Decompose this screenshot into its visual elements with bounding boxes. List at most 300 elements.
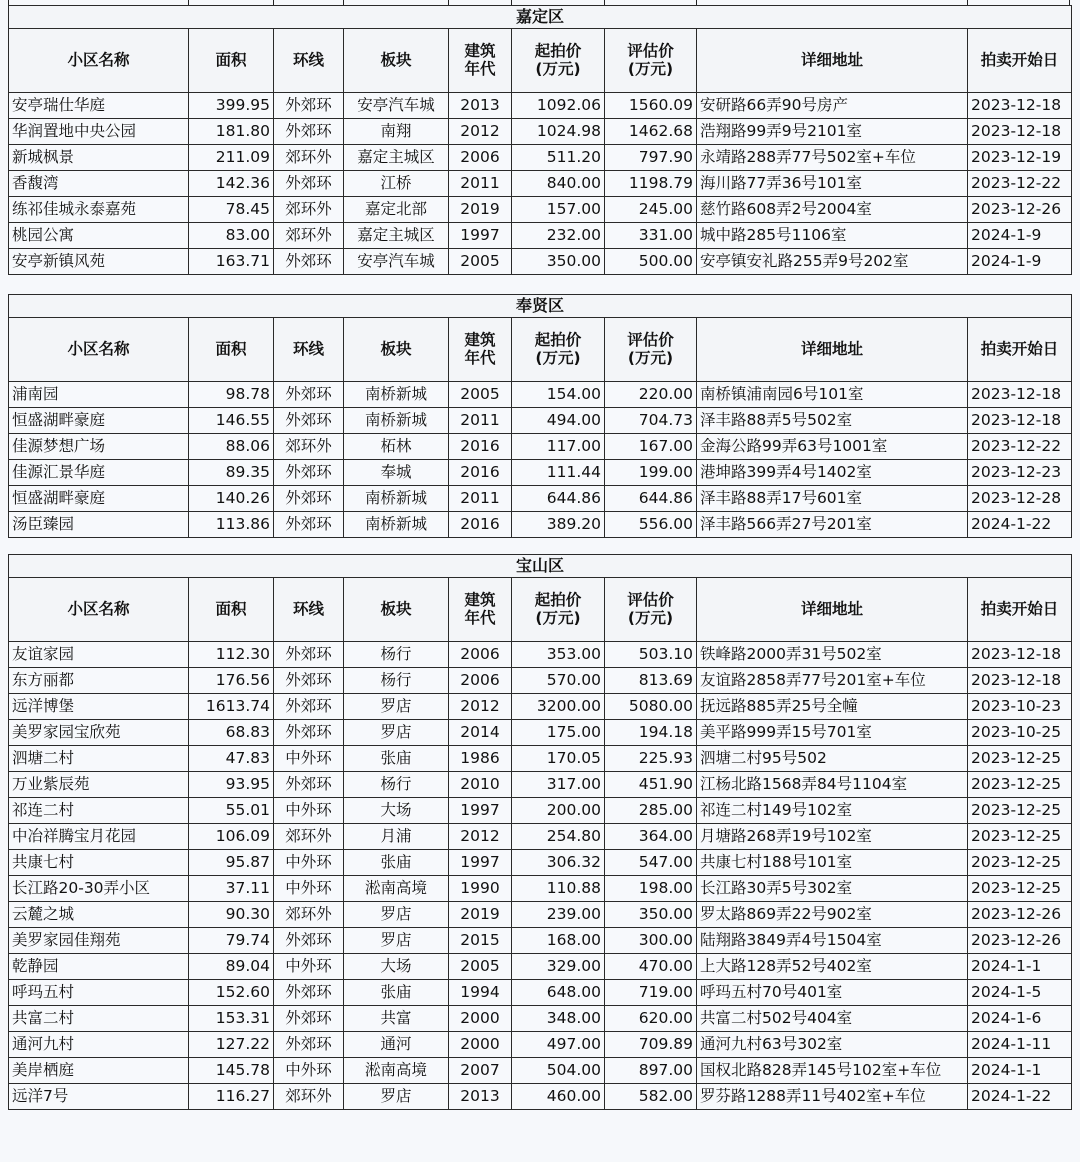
- cell-build-year: 1986: [449, 746, 512, 772]
- cell-auction-start-date: 2023-12-25: [968, 824, 1072, 850]
- table-row: [9, 694, 1072, 720]
- cell-auction-start-date: 2024-1-11: [968, 1032, 1072, 1058]
- cell-auction-start-date: 2023-12-28: [968, 486, 1072, 512]
- cell-community-name: 桃园公寓: [9, 223, 189, 249]
- cell-area: 1613.74: [189, 694, 274, 720]
- cell-community-name: 香馥湾: [9, 171, 189, 197]
- cell-sector: 罗店: [344, 902, 449, 928]
- cell-appraisal-price: 547.00: [605, 850, 697, 876]
- cell-address: 陆翔路3849弄4号1504室: [697, 928, 968, 954]
- cell-sector: 张庙: [344, 980, 449, 1006]
- cell-area: 37.11: [189, 876, 274, 902]
- cell-sector: 嘉定主城区: [344, 223, 449, 249]
- cell-start-price: 154.00: [512, 382, 605, 408]
- cell-address: 呼玛五村70号401室: [697, 980, 968, 1006]
- cell-sector: 罗店: [344, 720, 449, 746]
- column-header-ring-road: 环线: [274, 578, 344, 642]
- cell-sector: 南桥新城: [344, 486, 449, 512]
- cell-build-year: 2007: [449, 1058, 512, 1084]
- column-header-row: [9, 318, 1072, 382]
- table-row: [9, 928, 1072, 954]
- cell-build-year: 2010: [449, 772, 512, 798]
- cell-auction-start-date: 2023-12-18: [968, 382, 1072, 408]
- cell-start-price: 200.00: [512, 798, 605, 824]
- cell-ring-road: 郊环外: [274, 197, 344, 223]
- table-row: [9, 382, 1072, 408]
- column-header-start-price: 起拍价 (万元): [512, 29, 605, 93]
- cell-community-name: 共康七村: [9, 850, 189, 876]
- column-header-appraisal-price: 评估价 (万元): [605, 29, 697, 93]
- cell-build-year: 2016: [449, 460, 512, 486]
- cell-build-year: 2013: [449, 93, 512, 119]
- cell-address: 泽丰路88弄17号601室: [697, 486, 968, 512]
- cell-start-price: 329.00: [512, 954, 605, 980]
- cell-auction-start-date: 2023-12-25: [968, 850, 1072, 876]
- cell-area: 142.36: [189, 171, 274, 197]
- cell-ring-road: 外郊环: [274, 928, 344, 954]
- cell-address: 泗塘二村95号502: [697, 746, 968, 772]
- cell-ring-road: 中外环: [274, 954, 344, 980]
- cell-area: 47.83: [189, 746, 274, 772]
- table-row: [9, 434, 1072, 460]
- cell-auction-start-date: 2023-12-25: [968, 876, 1072, 902]
- cell-build-year: 2005: [449, 382, 512, 408]
- cell-area: 211.09: [189, 145, 274, 171]
- cell-start-price: 170.05: [512, 746, 605, 772]
- cell-sector: 嘉定北部: [344, 197, 449, 223]
- cell-area: 113.86: [189, 512, 274, 538]
- cell-ring-road: 中外环: [274, 1058, 344, 1084]
- cell-ring-road: 中外环: [274, 746, 344, 772]
- cell-start-price: 168.00: [512, 928, 605, 954]
- cell-start-price: 306.32: [512, 850, 605, 876]
- cell-ring-road: 外郊环: [274, 720, 344, 746]
- cell-community-name: 云麓之城: [9, 902, 189, 928]
- cell-appraisal-price: 167.00: [605, 434, 697, 460]
- cell-area: 116.27: [189, 1084, 274, 1110]
- cell-start-price: 644.86: [512, 486, 605, 512]
- table-row: [9, 668, 1072, 694]
- cell-area: 88.06: [189, 434, 274, 460]
- column-header-area: 面积: [189, 318, 274, 382]
- cell-start-price: 1024.98: [512, 119, 605, 145]
- cell-auction-start-date: 2023-12-18: [968, 93, 1072, 119]
- cell-ring-road: 外郊环: [274, 119, 344, 145]
- cell-address: 祁连二村149号102室: [697, 798, 968, 824]
- cell-ring-road: 外郊环: [274, 980, 344, 1006]
- cell-area: 145.78: [189, 1058, 274, 1084]
- cell-start-price: 511.20: [512, 145, 605, 171]
- jiading-district-table: [8, 5, 1072, 275]
- cell-build-year: 2012: [449, 824, 512, 850]
- cell-auction-start-date: 2023-10-23: [968, 694, 1072, 720]
- cell-appraisal-price: 503.10: [605, 642, 697, 668]
- cell-ring-road: 外郊环: [274, 408, 344, 434]
- cell-ring-road: 外郊环: [274, 93, 344, 119]
- cell-auction-start-date: 2023-12-22: [968, 434, 1072, 460]
- table-row: [9, 772, 1072, 798]
- column-header-sector: 板块: [344, 318, 449, 382]
- cell-ring-road: 外郊环: [274, 694, 344, 720]
- cell-auction-start-date: 2023-12-18: [968, 668, 1072, 694]
- cell-appraisal-price: 198.00: [605, 876, 697, 902]
- cell-appraisal-price: 500.00: [605, 249, 697, 275]
- cell-address: 港坤路399弄4号1402室: [697, 460, 968, 486]
- cell-appraisal-price: 1198.79: [605, 171, 697, 197]
- cell-area: 399.95: [189, 93, 274, 119]
- cell-build-year: 2011: [449, 408, 512, 434]
- cell-sector: 奉城: [344, 460, 449, 486]
- table-row: [9, 1084, 1072, 1110]
- cell-appraisal-price: 644.86: [605, 486, 697, 512]
- cell-ring-road: 外郊环: [274, 512, 344, 538]
- cell-community-name: 新城枫景: [9, 145, 189, 171]
- cell-build-year: 2012: [449, 119, 512, 145]
- cell-area: 89.35: [189, 460, 274, 486]
- cell-build-year: 2000: [449, 1032, 512, 1058]
- cell-address: 金海公路99弄63号1001室: [697, 434, 968, 460]
- cell-sector: 杨行: [344, 668, 449, 694]
- cell-address: 共康七村188号101室: [697, 850, 968, 876]
- district-title-fengxian: 奉贤区: [9, 295, 1072, 318]
- cell-sector: 江桥: [344, 171, 449, 197]
- column-header-build-year: 建筑 年代: [449, 578, 512, 642]
- cell-address: 通河九村63号302室: [697, 1032, 968, 1058]
- cell-community-name: 乾静园: [9, 954, 189, 980]
- cell-appraisal-price: 245.00: [605, 197, 697, 223]
- cell-area: 78.45: [189, 197, 274, 223]
- cell-address: 城中路285号1106室: [697, 223, 968, 249]
- cell-appraisal-price: 199.00: [605, 460, 697, 486]
- cell-appraisal-price: 620.00: [605, 1006, 697, 1032]
- cell-sector: 张庙: [344, 746, 449, 772]
- cell-ring-road: 外郊环: [274, 486, 344, 512]
- cell-start-price: 117.00: [512, 434, 605, 460]
- cell-area: 98.78: [189, 382, 274, 408]
- cell-build-year: 2014: [449, 720, 512, 746]
- column-header-area: 面积: [189, 29, 274, 93]
- cell-address: 罗芬路1288弄11号402室+车位: [697, 1084, 968, 1110]
- cell-appraisal-price: 556.00: [605, 512, 697, 538]
- cell-start-price: 840.00: [512, 171, 605, 197]
- cell-appraisal-price: 897.00: [605, 1058, 697, 1084]
- cell-ring-road: 郊环外: [274, 145, 344, 171]
- cell-ring-road: 外郊环: [274, 460, 344, 486]
- cell-start-price: 239.00: [512, 902, 605, 928]
- table-row: [9, 486, 1072, 512]
- cell-appraisal-price: 813.69: [605, 668, 697, 694]
- cell-community-name: 安亭新镇风苑: [9, 249, 189, 275]
- cell-ring-road: 中外环: [274, 798, 344, 824]
- cell-auction-start-date: 2023-12-19: [968, 145, 1072, 171]
- cell-auction-start-date: 2023-12-25: [968, 772, 1072, 798]
- table-row: [9, 1058, 1072, 1084]
- cell-sector: 淞南高境: [344, 1058, 449, 1084]
- cell-start-price: 110.88: [512, 876, 605, 902]
- cell-auction-start-date: 2023-12-18: [968, 642, 1072, 668]
- cell-sector: 南桥新城: [344, 512, 449, 538]
- cell-start-price: 504.00: [512, 1058, 605, 1084]
- cell-ring-road: 外郊环: [274, 1006, 344, 1032]
- cell-address: 共富二村502号404室: [697, 1006, 968, 1032]
- cell-area: 146.55: [189, 408, 274, 434]
- cell-community-name: 佳源梦想广场: [9, 434, 189, 460]
- cell-area: 89.04: [189, 954, 274, 980]
- cell-build-year: 2006: [449, 642, 512, 668]
- cell-start-price: 389.20: [512, 512, 605, 538]
- cell-start-price: 353.00: [512, 642, 605, 668]
- cell-area: 79.74: [189, 928, 274, 954]
- cell-address: 长江路30弄5号302室: [697, 876, 968, 902]
- cell-start-price: 460.00: [512, 1084, 605, 1110]
- cell-community-name: 通河九村: [9, 1032, 189, 1058]
- cell-address: 泽丰路88弄5号502室: [697, 408, 968, 434]
- cell-area: 163.71: [189, 249, 274, 275]
- table-row: [9, 408, 1072, 434]
- cell-appraisal-price: 331.00: [605, 223, 697, 249]
- cell-appraisal-price: 220.00: [605, 382, 697, 408]
- cell-auction-start-date: 2024-1-22: [968, 512, 1072, 538]
- cell-appraisal-price: 451.90: [605, 772, 697, 798]
- cell-sector: 淞南高境: [344, 876, 449, 902]
- cell-ring-road: 外郊环: [274, 1032, 344, 1058]
- cell-start-price: 175.00: [512, 720, 605, 746]
- cell-community-name: 练祁佳城永泰嘉苑: [9, 197, 189, 223]
- cell-start-price: 497.00: [512, 1032, 605, 1058]
- cell-auction-start-date: 2023-12-23: [968, 460, 1072, 486]
- column-header-address: 详细地址: [697, 318, 968, 382]
- cell-sector: 罗店: [344, 694, 449, 720]
- cell-ring-road: 外郊环: [274, 772, 344, 798]
- cell-community-name: 共富二村: [9, 1006, 189, 1032]
- cell-community-name: 华润置地中央公园: [9, 119, 189, 145]
- column-header-auction-start-date: 拍卖开始日: [968, 29, 1072, 93]
- cell-sector: 柘林: [344, 434, 449, 460]
- table-row: [9, 824, 1072, 850]
- cell-sector: 南翔: [344, 119, 449, 145]
- cell-build-year: 1997: [449, 223, 512, 249]
- cell-auction-start-date: 2023-12-25: [968, 746, 1072, 772]
- cell-area: 83.00: [189, 223, 274, 249]
- cell-community-name: 祁连二村: [9, 798, 189, 824]
- cell-build-year: 1997: [449, 850, 512, 876]
- cell-start-price: 317.00: [512, 772, 605, 798]
- cell-address: 江杨北路1568弄84号1104室: [697, 772, 968, 798]
- cell-sector: 张庙: [344, 850, 449, 876]
- cell-build-year: 1994: [449, 980, 512, 1006]
- cell-address: 浩翔路99弄9号2101室: [697, 119, 968, 145]
- table-row: [9, 746, 1072, 772]
- cell-ring-road: 外郊环: [274, 382, 344, 408]
- table-row: [9, 249, 1072, 275]
- cell-address: 泽丰路566弄27号201室: [697, 512, 968, 538]
- cell-auction-start-date: 2023-12-18: [968, 408, 1072, 434]
- column-header-area: 面积: [189, 578, 274, 642]
- cell-sector: 月浦: [344, 824, 449, 850]
- cell-build-year: 2005: [449, 249, 512, 275]
- cell-start-price: 350.00: [512, 249, 605, 275]
- cell-auction-start-date: 2023-12-25: [968, 798, 1072, 824]
- table-row: [9, 197, 1072, 223]
- cell-auction-start-date: 2023-12-22: [968, 171, 1072, 197]
- table-row: [9, 798, 1072, 824]
- cell-start-price: 254.80: [512, 824, 605, 850]
- cell-area: 68.83: [189, 720, 274, 746]
- cell-auction-start-date: 2024-1-9: [968, 223, 1072, 249]
- cell-community-name: 万业紫辰苑: [9, 772, 189, 798]
- cell-build-year: 2016: [449, 434, 512, 460]
- cell-community-name: 汤臣臻园: [9, 512, 189, 538]
- column-header-build-year: 建筑 年代: [449, 29, 512, 93]
- cell-start-price: 111.44: [512, 460, 605, 486]
- cell-appraisal-price: 5080.00: [605, 694, 697, 720]
- cell-ring-road: 郊环外: [274, 434, 344, 460]
- cell-start-price: 494.00: [512, 408, 605, 434]
- column-header-auction-start-date: 拍卖开始日: [968, 318, 1072, 382]
- table-row: [9, 954, 1072, 980]
- cell-sector: 安亭汽车城: [344, 93, 449, 119]
- cell-ring-road: 外郊环: [274, 249, 344, 275]
- table-row: [9, 1006, 1072, 1032]
- table-row: [9, 642, 1072, 668]
- column-header-community-name: 小区名称: [9, 29, 189, 93]
- cell-auction-start-date: 2023-12-26: [968, 902, 1072, 928]
- cell-area: 127.22: [189, 1032, 274, 1058]
- table-row: [9, 223, 1072, 249]
- cell-sector: 罗店: [344, 1084, 449, 1110]
- column-header-auction-start-date: 拍卖开始日: [968, 578, 1072, 642]
- cell-community-name: 美罗家园宝欣苑: [9, 720, 189, 746]
- cell-build-year: 2019: [449, 197, 512, 223]
- cell-address: 月塘路268弄19号102室: [697, 824, 968, 850]
- column-header-sector: 板块: [344, 578, 449, 642]
- cell-auction-start-date: 2023-12-26: [968, 928, 1072, 954]
- cell-community-name: 远洋7号: [9, 1084, 189, 1110]
- district-title-baoshan: 宝山区: [9, 555, 1072, 578]
- cell-sector: 大场: [344, 798, 449, 824]
- table-row: [9, 460, 1072, 486]
- cell-sector: 嘉定主城区: [344, 145, 449, 171]
- cell-build-year: 2013: [449, 1084, 512, 1110]
- cell-start-price: 232.00: [512, 223, 605, 249]
- cell-start-price: 348.00: [512, 1006, 605, 1032]
- cell-ring-road: 外郊环: [274, 171, 344, 197]
- cell-community-name: 美罗家园佳翔苑: [9, 928, 189, 954]
- cell-build-year: 2011: [449, 486, 512, 512]
- cell-address: 安亭镇安礼路255弄9号202室: [697, 249, 968, 275]
- cell-build-year: 2012: [449, 694, 512, 720]
- column-header-appraisal-price: 评估价 (万元): [605, 578, 697, 642]
- table-row: [9, 93, 1072, 119]
- cell-auction-start-date: 2023-12-26: [968, 197, 1072, 223]
- cell-ring-road: 中外环: [274, 850, 344, 876]
- cell-appraisal-price: 300.00: [605, 928, 697, 954]
- column-header-ring-road: 环线: [274, 318, 344, 382]
- cell-community-name: 安亭瑞仕华庭: [9, 93, 189, 119]
- cell-appraisal-price: 225.93: [605, 746, 697, 772]
- table-row: [9, 1032, 1072, 1058]
- cell-start-price: 157.00: [512, 197, 605, 223]
- cell-auction-start-date: 2023-10-25: [968, 720, 1072, 746]
- cell-area: 152.60: [189, 980, 274, 1006]
- cell-sector: 共富: [344, 1006, 449, 1032]
- column-header-ring-road: 环线: [274, 29, 344, 93]
- table-row: [9, 171, 1072, 197]
- cell-community-name: 佳源汇景华庭: [9, 460, 189, 486]
- cell-ring-road: 郊环外: [274, 824, 344, 850]
- cell-address: 抚远路885弄25号全幢: [697, 694, 968, 720]
- cell-build-year: 2000: [449, 1006, 512, 1032]
- cell-auction-start-date: 2024-1-22: [968, 1084, 1072, 1110]
- cell-area: 140.26: [189, 486, 274, 512]
- cell-appraisal-price: 194.18: [605, 720, 697, 746]
- cell-community-name: 长江路20-30弄小区: [9, 876, 189, 902]
- cell-address: 永靖路288弄77号502室+车位: [697, 145, 968, 171]
- column-header-appraisal-price: 评估价 (万元): [605, 318, 697, 382]
- column-header-community-name: 小区名称: [9, 578, 189, 642]
- table-row: [9, 902, 1072, 928]
- table-row: [9, 720, 1072, 746]
- cell-address: 国权北路828弄145号102室+车位: [697, 1058, 968, 1084]
- cell-appraisal-price: 582.00: [605, 1084, 697, 1110]
- cell-appraisal-price: 285.00: [605, 798, 697, 824]
- table-row: [9, 145, 1072, 171]
- cell-sector: 南桥新城: [344, 408, 449, 434]
- cell-auction-start-date: 2024-1-9: [968, 249, 1072, 275]
- cell-sector: 大场: [344, 954, 449, 980]
- cell-address: 铁峰路2000弄31号502室: [697, 642, 968, 668]
- cell-start-price: 3200.00: [512, 694, 605, 720]
- cell-appraisal-price: 364.00: [605, 824, 697, 850]
- cell-community-name: 恒盛湖畔豪庭: [9, 486, 189, 512]
- column-header-start-price: 起拍价 (万元): [512, 318, 605, 382]
- fengxian-district-table: [8, 294, 1072, 538]
- cell-appraisal-price: 704.73: [605, 408, 697, 434]
- table-row: [9, 980, 1072, 1006]
- cell-build-year: 2005: [449, 954, 512, 980]
- column-header-address: 详细地址: [697, 29, 968, 93]
- cell-build-year: 2006: [449, 145, 512, 171]
- cell-auction-start-date: 2023-12-18: [968, 119, 1072, 145]
- cell-area: 55.01: [189, 798, 274, 824]
- cell-address: 慈竹路608弄2号2004室: [697, 197, 968, 223]
- cell-appraisal-price: 350.00: [605, 902, 697, 928]
- cell-appraisal-price: 470.00: [605, 954, 697, 980]
- cell-sector: 杨行: [344, 642, 449, 668]
- district-title-jiading: 嘉定区: [9, 6, 1072, 29]
- cell-start-price: 648.00: [512, 980, 605, 1006]
- cell-sector: 罗店: [344, 928, 449, 954]
- cell-build-year: 2011: [449, 171, 512, 197]
- cell-ring-road: 郊环外: [274, 1084, 344, 1110]
- cell-community-name: 恒盛湖畔豪庭: [9, 408, 189, 434]
- cell-ring-road: 中外环: [274, 876, 344, 902]
- column-header-row: [9, 29, 1072, 93]
- cell-area: 93.95: [189, 772, 274, 798]
- cell-build-year: 1990: [449, 876, 512, 902]
- cell-area: 112.30: [189, 642, 274, 668]
- cell-address: 罗太路869弄22号902室: [697, 902, 968, 928]
- cell-ring-road: 郊环外: [274, 902, 344, 928]
- cell-address: 南桥镇浦南园6号101室: [697, 382, 968, 408]
- cell-area: 181.80: [189, 119, 274, 145]
- cell-auction-start-date: 2024-1-1: [968, 954, 1072, 980]
- cell-appraisal-price: 709.89: [605, 1032, 697, 1058]
- cell-area: 106.09: [189, 824, 274, 850]
- column-header-sector: 板块: [344, 29, 449, 93]
- cell-ring-road: 郊环外: [274, 223, 344, 249]
- cell-community-name: 呼玛五村: [9, 980, 189, 1006]
